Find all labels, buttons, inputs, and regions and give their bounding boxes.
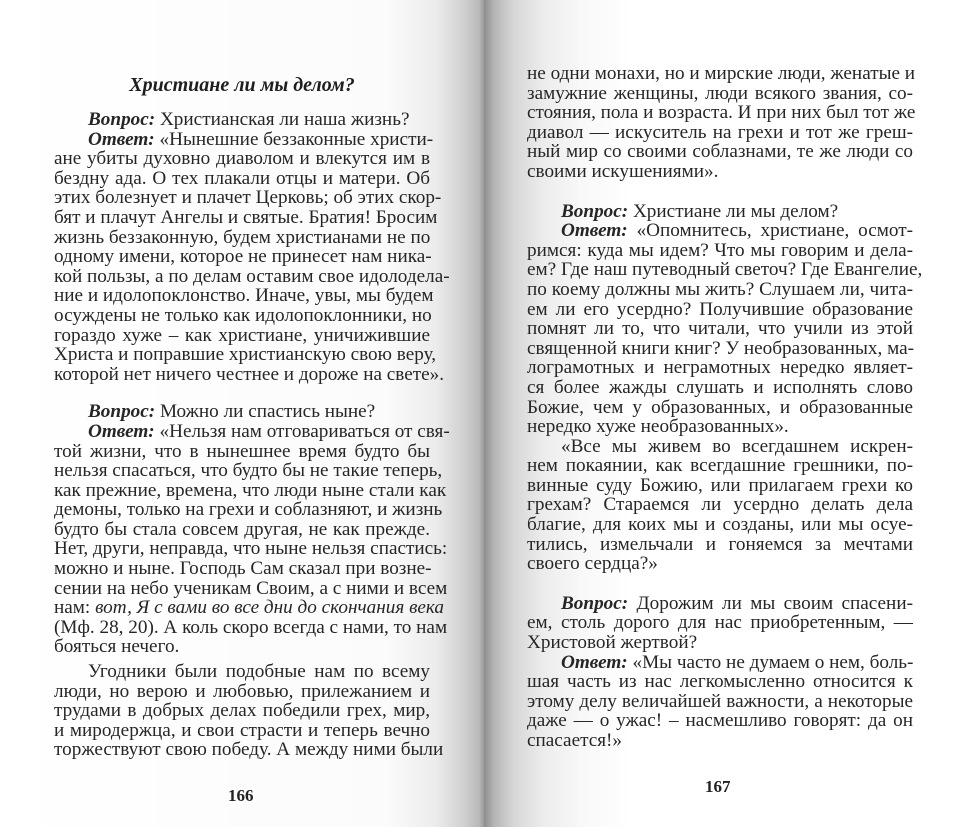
text-line: гораздо хуже – как христиане, уничижившие — [54, 324, 430, 346]
text-line: ся более жажды слушать и исполнять слово — [527, 376, 913, 398]
text-line: этих болезнует и плачет Церковь; об этих скор- — [54, 187, 442, 209]
text-line: нередко хуже необразованных». — [527, 416, 789, 438]
text-line: (Мф. 28, 20). А коль скоро всегда с нами, то нам — [54, 616, 448, 638]
answer-label: Ответ: — [88, 420, 155, 442]
right-page-text — [527, 63, 923, 751]
text-line: даже — о ужас! – насмешливо говорят: да он — [527, 710, 913, 732]
text-line: нельзя спасаться, что будто бы не такие теперь, — [54, 460, 443, 482]
text-line: помнят ли то, что читали, что учили из этой — [527, 318, 913, 340]
text-line: священной книги книг? У необразованных, ма- — [527, 337, 915, 359]
question-label: Вопрос: — [561, 592, 629, 614]
continuation-paragraph — [527, 63, 916, 182]
answer-3: Ответ: «Опомнитесь, христиане, осмот- римся: куда мы идем? Что мы говорим и дела- ем? Где наш путеводный светоч? Где Евангелие, по коему должны мы жить? Слушаем ли, чита- ем ли его усердно? Получившие образование помнят ли то, что читали, что учили из этой священной книги книг? У необразованных, ма- лограмотных и неграмотных нередко являет- ся более жажды слушать и исполнять слово Божие, чем у образованных, и образованные нередко хуже необразованных». — [527, 220, 923, 438]
text-line: «Все мы живем во всегдашнем искрен- — [561, 435, 913, 457]
text-line: люди, но верою и любовью, прилежанием и — [54, 680, 430, 702]
text-line: по коему должны мы жить? Слушаем ли, чита- — [527, 278, 913, 300]
text-line: кой пользы, а по делам оставим свое идолодела- — [54, 265, 450, 287]
section-heading: Христиане ли мы делом? — [129, 74, 355, 96]
text-line: будто бы стала совсем другая, не как прежде. — [54, 518, 430, 540]
text-line: стояния, пола и возраста. И при них был тот же — [527, 102, 916, 124]
scripture-quote-line: нам: вот, Я с вами во все дни до скончания века — [54, 597, 445, 619]
text-line: тились, измельчали и гоняемся за мечтами — [527, 533, 913, 555]
text-line: ем, столь дорого для нас приобретенным, — — [527, 612, 913, 634]
question-label: Вопрос: — [88, 109, 156, 130]
right-page — [484, 0, 972, 827]
text-line: трудами в добрых делах победили грех, мир, — [54, 700, 430, 722]
text-line: спасается!» — [527, 730, 623, 751]
text-line: Христовой жертвой? — [527, 632, 698, 654]
text-line: торжествуют свою победу. А между ними были — [54, 739, 444, 761]
text-line: замужние женщины, люди всякого звания, со- — [527, 82, 913, 104]
text-line: ный мир со своими соблазнами, те же люди со — [527, 141, 913, 163]
text-line: Божие, чем у образованных, и образованные — [527, 396, 913, 418]
text-line: ние и идолопоклонство. Иначе, увы, мы будем — [54, 285, 434, 307]
question-3 — [527, 202, 913, 222]
text-line: благие, для коих мы и созданы, или мы осуе- — [527, 514, 913, 536]
text-line: ем ли его усердно? Получившие образование — [527, 298, 913, 320]
answer-label: Ответ: — [561, 651, 628, 673]
question-text: Христианская ли наша жизнь? — [155, 109, 410, 130]
answer-1: Ответ: «Нынешние беззаконные христи- ане убиты духовно диаволом и влекутся им в бездну ада. О тех плакали отцы и матери. Об этих болезнует и плачет Церковь; об этих скор- бят и плачут Ангелы и святые. Братия! Бросим жизнь беззаконную, будем христианами не по одному имени, которое не принесет нам ника- кой пользы, а по делам оставим свое идолодела- ние и идолопоклонство. Иначе, увы, мы будем осуждены не только как идолопоклонники, но гораздо хуже – как христиане, уничижившие Христа и поправшие христианскую свою веру, которой нет ничего честнее и дороже на свете». — [54, 128, 450, 385]
question-text: Можно ли спастись ныне? — [155, 401, 376, 423]
text-line: шая часть из нас легкомысленно относится к — [527, 671, 913, 693]
question-4: Вопрос: Дорожим ли мы своим спасени- ем, столь дорого для нас приобретенным, — Христовой жертвой? — [527, 592, 913, 654]
paragraph-repentance — [527, 437, 913, 574]
text-line: которой нет ничего честнее и дороже на свете». — [54, 363, 445, 385]
text-line: своего сердца?» — [527, 553, 658, 575]
text-line: той жизни, что в нынешнее время будто бы — [54, 440, 430, 462]
text-line: осуждены не только как идолопоклонники, но — [54, 304, 432, 326]
text-line: Христа и поправшие христианскую свою веру, — [54, 344, 437, 366]
text-line: демоны, только на грехи и соблазняют, и жизнь — [54, 499, 443, 521]
text-line: диавол — искуситель на грехи и тот же греш- — [527, 121, 913, 143]
text-line: нем покаянии, как всегдашние грешники, по- — [527, 455, 913, 477]
text-line: лограмотных и неграмотных нередко являет- — [527, 357, 913, 379]
question-1 — [54, 110, 430, 130]
text-line: бояться нечего. — [54, 636, 180, 658]
page-number-left: 166 — [228, 786, 254, 805]
question-2 — [54, 402, 430, 422]
text-line: сении на небо ученикам Своим, а с ними и всем — [54, 577, 448, 599]
text-line: грехам? Стараемся ли усердно делать дела — [527, 494, 913, 516]
text-line: не одни монахи, но и мирские люди, женатые и — [527, 63, 916, 84]
text-line: Нет, други, неправда, что ныне нельзя спастись: — [54, 538, 448, 560]
text-line: римся: куда мы идем? Что мы говорим и дела- — [527, 239, 913, 261]
text-line: одному имени, которое не принесет нам ника- — [54, 246, 432, 268]
answer-2: Ответ: «Нельзя нам отговариваться от свя- той жизни, что в нынешнее время будто бы нельзя спасаться, что будто бы не такие теперь, как прежние, времена, что люди ныне стали как демоны, только на грехи и соблазняют, и жизнь будто бы стала совсем другая, не как прежде. Нет, други, неправда, что ныне нельзя спастись: можно и ныне. Господь Сам сказал при возне- сении на небо ученикам Своим, а с ними и всем нам: вот, Я с вами во все дни до скончания века (Мф. 28, 20). А коль скоро всегда с нами, то нам бояться нечего. — [54, 420, 450, 658]
text-line: и миродержца, и свои страсти и теперь вечно — [54, 719, 430, 741]
question-label: Вопрос: — [88, 401, 156, 423]
text-line: жизнь беззаконную, будем христианами не по — [54, 226, 431, 248]
left-page-text — [54, 74, 450, 761]
text-line: этому делу величайшей важности, а некоторые — [527, 690, 913, 712]
answer-label: Ответ: — [561, 220, 628, 242]
text-line: ем? Где наш путеводный светоч? Где Евангелие, — [527, 259, 923, 281]
text-line: своими искушениями». — [527, 160, 719, 182]
question-text: Христиане ли мы делом? — [628, 200, 839, 222]
text-line: бят и плачут Ангелы и святые. Братия! Бросим — [54, 206, 438, 228]
text-line: можно и ныне. Господь Сам сказал при возне- — [54, 558, 432, 580]
text-line: Угодники были подобные нам по всему — [88, 661, 430, 683]
scripture-quote: вот, Я с вами во все дни до скончания века — [95, 597, 445, 619]
text-line: ане убиты духовно диаволом и влекутся им в — [54, 148, 430, 170]
paragraph-saints — [54, 661, 444, 761]
left-page — [0, 0, 484, 827]
answer-label: Ответ: — [88, 128, 155, 150]
page-number-right: 167 — [705, 777, 731, 796]
text-line: бездну ада. О тех плакали отцы и матери. Об — [54, 167, 430, 189]
text-line: винные суду Божию, или прилагаем грехи ко — [527, 474, 913, 496]
text-line: как прежние, времена, что люди ныне стали как — [54, 479, 447, 501]
answer-4: Ответ: «Мы часто не думаем о нем, боль- шая часть из нас легкомысленно относится к этому делу величайшей важности, а некоторые даже — о ужас! – насмешливо говорят: да он спасается!» — [527, 651, 914, 751]
question-label: Вопрос: — [561, 200, 629, 222]
